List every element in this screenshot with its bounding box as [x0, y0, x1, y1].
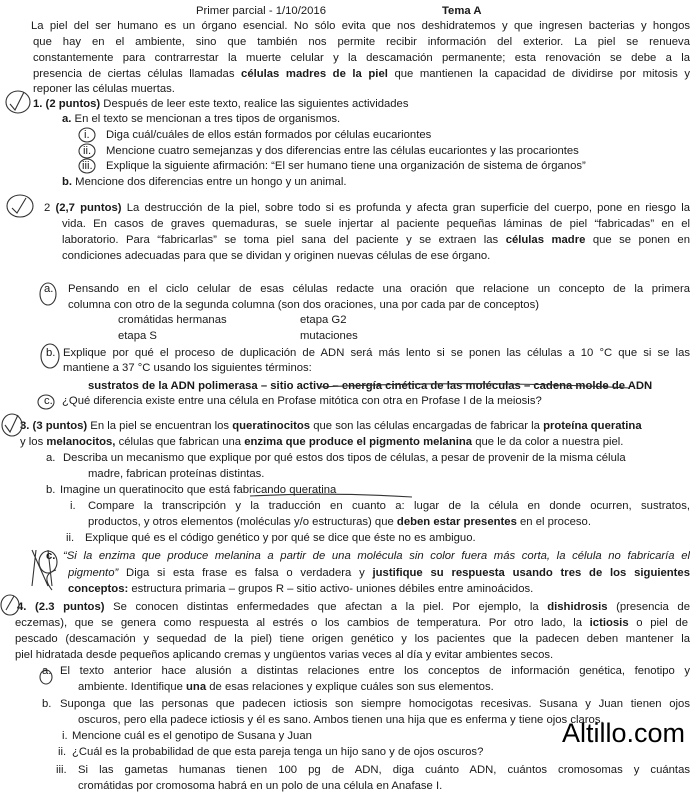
question-4b [60, 697, 690, 712]
text-run: que se ponen en [585, 234, 690, 246]
text-run: eczemas), que se genera como respuesta al estrés o los cambios de temperatura. Por otro lado, la [15, 617, 590, 629]
text-run: que le da color a nuestra piel. [472, 436, 624, 448]
question-1b [62, 175, 346, 190]
question-4a [60, 664, 690, 679]
text-run: La destrucción de la piel, sobre todo si es profunda y afecta gran superficie del cuerpo, pone en riesgo la [121, 202, 690, 214]
bold-text: a. [62, 113, 72, 125]
text-run: productos, y otros elementos (moléculas y/o estructuras) que [88, 516, 397, 528]
item-label [42, 697, 51, 712]
text-run: Si las gametas humanas tienen 100 pg de ADN, diga cuánto ADN, cuántos cromosomas y cuántas [78, 764, 690, 776]
question-4b-ii [72, 745, 483, 760]
question-3b-i-line [88, 515, 591, 530]
text-run: cromátidas por cromosoma habrá en un polo de una célula en Anafase I. [78, 780, 443, 792]
item-label [84, 128, 90, 143]
text-run: i. [84, 129, 90, 141]
question-3c [63, 549, 690, 564]
text-run: que son las células encargadas de fabricar la [310, 420, 544, 432]
item-label [42, 664, 51, 679]
text-run: c. [44, 395, 53, 407]
bold-text: deben estar presentes [396, 516, 517, 528]
bold-text: enzima que produce el pigmento melanina [244, 436, 473, 448]
item-label [46, 346, 55, 361]
bold-text: melanocitos, [46, 436, 116, 448]
question-4b-iii-line [78, 779, 442, 794]
text-run: Imagine un queratinocito que está fabricando queratina [60, 484, 337, 496]
bold-text: ictiosis [589, 617, 629, 629]
text-run: que hay en el ambiente, sino que también nos permite recibir información del exterior. La piel se renueva [33, 36, 690, 48]
text-run: constantemente para contrarrestar la muerte celular y la descamación permanente; esta renovación se debe a la [33, 52, 690, 64]
text-run: Explique qué es el código genético y por qué se dice que éste no es ambiguo. [85, 532, 476, 544]
intro-paragraph-line [33, 35, 690, 50]
text-run: ambiente. Identifique [78, 681, 187, 693]
text-run: iii. [56, 764, 67, 776]
text-run: etapa S [118, 330, 157, 342]
question-2a [68, 282, 690, 297]
text-run: reponer las células muertas. [33, 83, 175, 95]
question-1a-iii [106, 159, 586, 174]
text-run: (presencia de [607, 601, 690, 613]
question-2 [44, 201, 690, 216]
item-label [46, 483, 55, 498]
bold-text: justifique su respuesta usando tres de los siguientes [372, 567, 690, 579]
item-label [56, 763, 67, 778]
italic-text: pigmento” [68, 567, 119, 579]
question-1a-ii [106, 144, 579, 159]
text-run: Diga cuál/cuáles de ellos están formados por células eucariontes [106, 129, 432, 141]
question-3a [63, 451, 626, 466]
question-3 [20, 419, 642, 434]
text-run: Compare la transcripción y la traducción en cuanto a: lugar de la célula en donde ocurren, sustratos, [88, 500, 690, 512]
text-run: de esas relaciones y explique cuáles son sus elementos. [206, 681, 494, 693]
text-run: ¿Cuál es la probabilidad de que esta pareja tenga un hijo sano y de ojos oscuros? [72, 746, 484, 758]
bold-text: sustratos de la ADN polimerasa – sitio activo – energía cinética de las moléculas – cadena molde de ADN [88, 380, 653, 392]
text-run: pescado (descamación y sequedad de la piel) tiene origen genético y los pacientes que la padecen deben mantener la [15, 633, 690, 645]
question-1a [62, 112, 340, 127]
text-run: vida. En casos de graves quemaduras, se suele injertar al paciente pequeñas láminas de piel “fabricadas” en el [62, 218, 690, 230]
question-1 [33, 97, 408, 112]
item-label [58, 745, 66, 760]
bold-text: b. [62, 176, 73, 188]
text-run: Mencione cuatro semejanzas y dos diferencias entre las células eucariontes y las procariontes [106, 145, 579, 157]
bold-text: proteína queratina [543, 420, 642, 432]
text-run: Diga si esta frase es falsa o verdadera y [118, 567, 373, 579]
text-run: i. [70, 500, 76, 512]
bold-text: células madre [505, 234, 586, 246]
text-run: Se conocen distintas enfermedades que afectan a la piel. Por ejemplo, la [104, 601, 548, 613]
item-label [70, 499, 76, 514]
text-run: laboratorio. Para “fabricarlas” se toma piel sana del paciente y se extraen las [62, 234, 506, 246]
text-run: columna con otro de la segunda columna (son dos oraciones, una por cada par de conceptos) [68, 299, 539, 311]
item-label [66, 531, 74, 546]
question-4-line [15, 648, 553, 663]
text-run: estructura primaria – grupos R – sitio activo- uniones débiles entre aminoácidos. [128, 583, 534, 595]
check-mark-icon [7, 195, 33, 217]
text-run: etapa G2 [300, 314, 347, 326]
text-run: En el texto se mencionan a tres tipos de organismos. [71, 113, 341, 125]
text-run: madre, fabrican proteínas distintas. [88, 468, 265, 480]
text-run: Mencione cuál es el genotipo de Susana y Juan [72, 730, 312, 742]
item-label [62, 729, 68, 744]
text-run: Después de leer este texto, realice las siguientes actividades [100, 98, 409, 110]
question-2c [62, 394, 542, 409]
text-run: 2 [44, 202, 56, 214]
watermark-logo: Altillo.com [562, 718, 686, 748]
intro-paragraph-line [33, 51, 690, 66]
bold-text: 1. (2 puntos) [33, 98, 101, 110]
text-run: mantiene a 37 °C usando los siguientes términos: [63, 362, 312, 374]
question-3-line [20, 435, 623, 450]
text-run: b. [42, 698, 52, 710]
item-label [83, 144, 91, 159]
text-run: presencia de ciertas células llamadas [33, 68, 242, 80]
text-run: Explique la siguiente afirmación: “El ser humano tiene una organización de sistema de órganos” [106, 160, 586, 172]
question-3b-i [88, 499, 690, 514]
text-run: oscuros, pero ella padece ictiosis y él es sano. Ambos tienen una hija que es enferma y tiene ojos claros. [78, 714, 604, 726]
text-run: El texto anterior hace alusión a distintas relaciones entre los conceptos de información genética, fenotipo y [60, 665, 690, 677]
check-mark-icon [2, 414, 22, 436]
intro-paragraph-line [33, 67, 690, 82]
text-run: i. [62, 730, 68, 742]
text-run: ¿Qué diferencia existe entre una célula en Profase mitótica con otra en Profase I de la meiosis? [62, 395, 542, 407]
text-run: Describa un mecanismo que explique por qué estos dos tipos de células, a pesar de provenir de la misma célula [63, 452, 626, 464]
question-3a-line [88, 467, 264, 482]
text-run: a. [44, 283, 54, 295]
question-4b-line [78, 713, 604, 728]
text-run: b. [46, 347, 56, 359]
text-run: a. [42, 665, 52, 677]
item-label [44, 394, 53, 409]
text-run: ii. [83, 145, 92, 157]
text-run: Pensando en el ciclo celular de esas células redacte una oración que relacione un concepto de la primera [68, 283, 690, 295]
text-run: ii. [58, 746, 67, 758]
question-2a-line [68, 298, 539, 313]
text-run: y los [20, 436, 47, 448]
text-run: ii. [66, 532, 75, 544]
italic-text: “Si la enzima que produce melanina a partir de una molécula sin color fuera más corta, la célula no fabricaría el [63, 550, 690, 562]
text-run: en el proceso. [516, 516, 591, 528]
text-run: o piel de [628, 617, 688, 629]
bold-text: 4. (2.3 puntos) [17, 601, 105, 613]
item-label [82, 159, 93, 174]
question-2b-terms [88, 379, 652, 394]
question-3b [60, 483, 336, 498]
text-run: que mantienen la capacidad de dividirse por mitosis y [387, 68, 690, 80]
question-4-line [15, 616, 688, 631]
text-run: células que fabrican una [115, 436, 245, 448]
question-2b-line [63, 361, 312, 376]
item-label [44, 282, 53, 297]
text-run: Mencione dos diferencias entre un hongo y un animal. [72, 176, 347, 188]
question-1a-i [106, 128, 431, 143]
question-3b-ii [85, 531, 476, 546]
text-run: Explique por qué el proceso de duplicación de ADN será más lento si se ponen las células a 10 °C que si se las [63, 347, 690, 359]
intro-paragraph-line [31, 19, 690, 34]
bold-text: (2,7 puntos) [55, 202, 122, 214]
concept-column-1 [118, 313, 227, 328]
item-label [46, 549, 55, 564]
question-4-line [15, 632, 690, 647]
text-run: a. [46, 452, 56, 464]
concept-column-2 [300, 313, 346, 328]
question-4 [17, 600, 690, 615]
check-mark-icon [6, 91, 30, 113]
bold-text: 3. (3 puntos) [20, 420, 88, 432]
question-4a-line [78, 680, 494, 695]
bold-text: conceptos: [68, 583, 129, 595]
text-run: Suponga que las personas que padecen ictiosis son siempre homocigotas recesivas. Susana y Juan tienen ojos [60, 698, 690, 710]
concept-column-2 [300, 329, 358, 344]
bold-text: dishidrosis [547, 601, 608, 613]
text-run: En la piel se encuentran los [87, 420, 233, 432]
question-3c-line [68, 582, 533, 597]
bold-text: una [186, 681, 207, 693]
question-4b-i [72, 729, 312, 744]
text-run: condiciones adecuadas para que se dividan y originen nuevas células de ese órgano. [62, 250, 491, 262]
bold-text: c. [46, 550, 56, 562]
question-4b-iii [78, 763, 690, 778]
question-2-line [62, 249, 490, 264]
text-run: piel hidratada desde pequeños aplicando cremas y ungüentos varias veces al día y evitar ambientes secos. [15, 649, 554, 661]
question-2-line [62, 217, 690, 232]
text-run: cromátidas hermanas [118, 314, 227, 326]
text-run: b. [46, 484, 56, 496]
question-2-line [62, 233, 690, 248]
text-run: iii. [82, 160, 93, 172]
concept-column-1 [118, 329, 157, 344]
intro-paragraph-line [33, 82, 175, 97]
bold-text: células madres de la piel [241, 68, 388, 80]
text-run: mutaciones [300, 330, 358, 342]
question-2b [63, 346, 690, 361]
text-run: La piel del ser humano es un órgano esencial. No sólo evita que nos deshidratemos y que ingresen bacterias y hongos [31, 20, 690, 32]
item-label [46, 451, 55, 466]
bold-text: queratinocitos [232, 420, 311, 432]
exam-version: Tema A [442, 5, 482, 17]
question-3c-line [68, 566, 690, 581]
exam-title: Primer parcial - 1/10/2016 [196, 5, 326, 17]
